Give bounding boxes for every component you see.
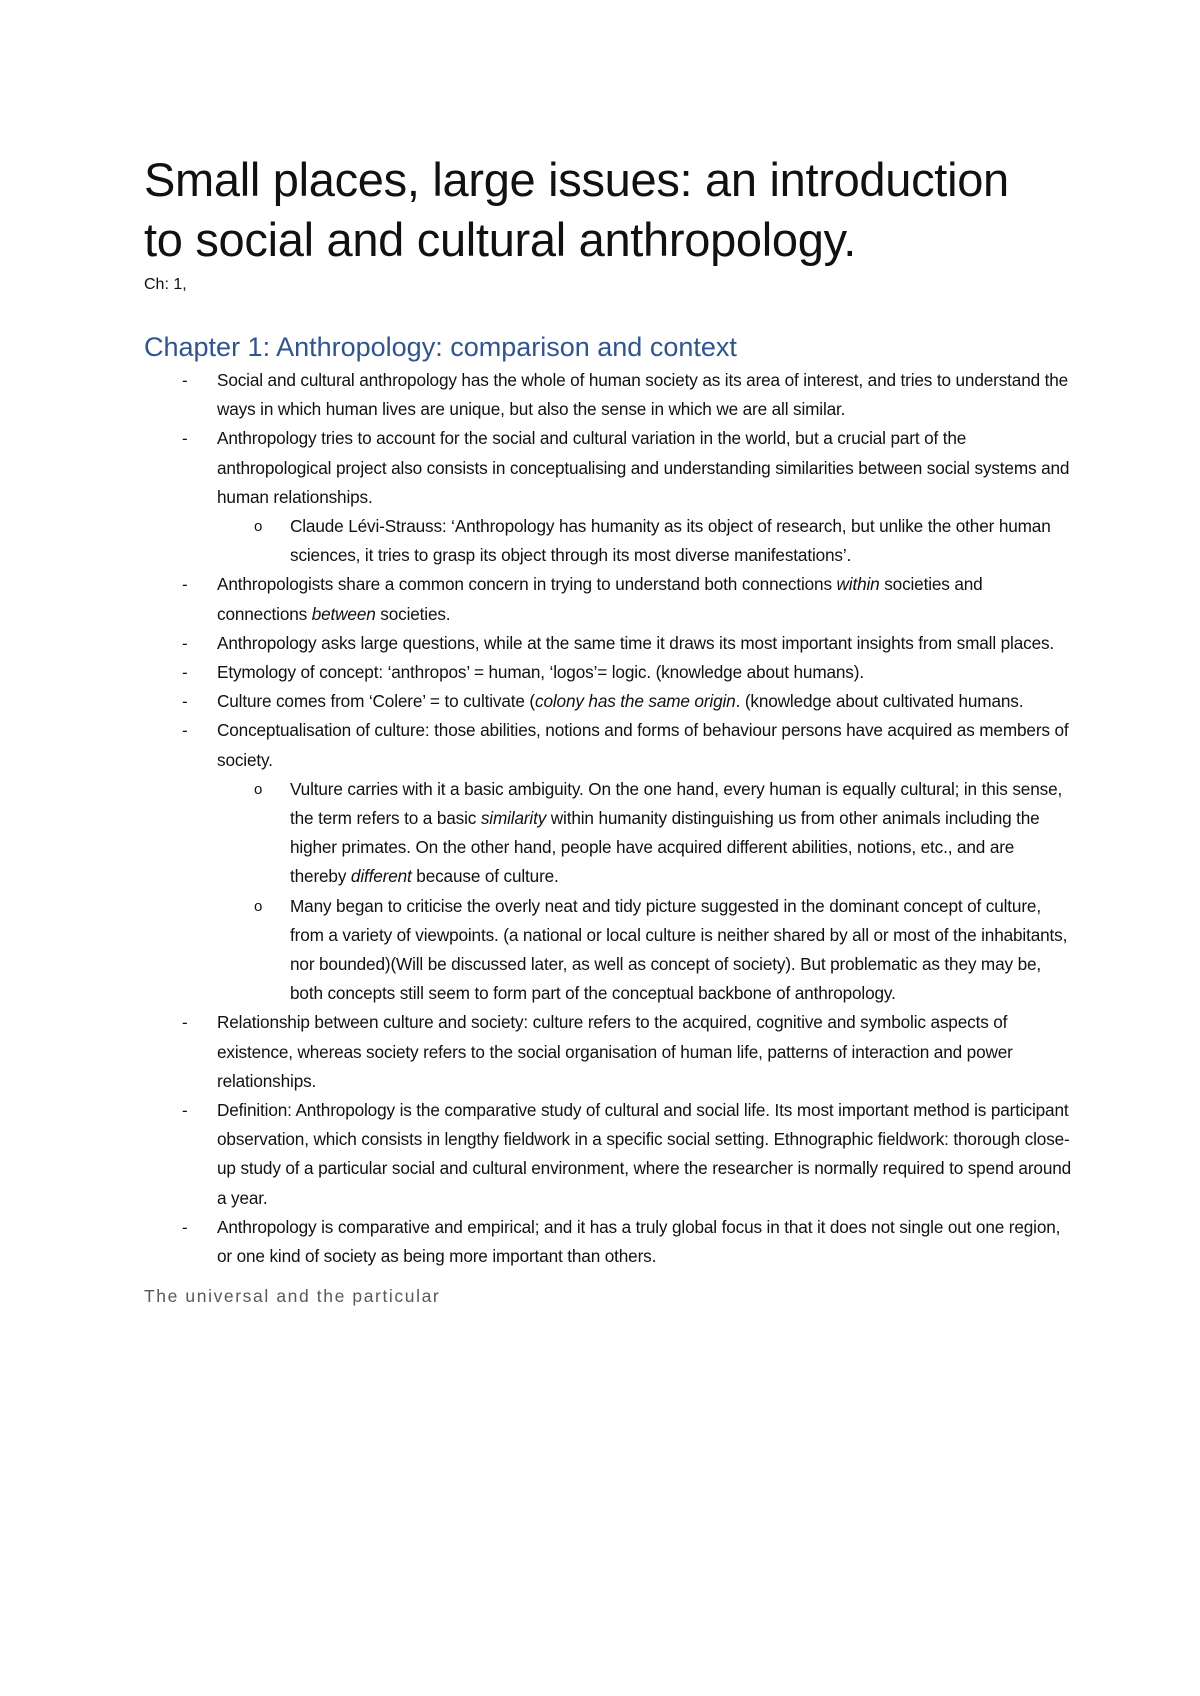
document-title [144, 150, 1074, 270]
item-text: Anthropology tries to account for the social and cultural variation in the world, but a crucial part of the anthropological project also consists in conceptualising and understanding similarities between social systems and human relationships. [217, 428, 1070, 507]
dash-bullet: - [182, 1101, 188, 1121]
list-item [144, 1096, 1074, 1213]
dash-bullet: - [182, 1217, 188, 1237]
sub-list [217, 512, 1074, 570]
dash-bullet: - [182, 663, 188, 683]
item-text: Anthropology is comparative and empirical; and it has a truly global focus in that it does not single out one region, or one kind of society as being more important than others. [217, 1216, 1061, 1267]
dash-bullet: - [182, 429, 188, 449]
sub-list-item [144, 775, 1074, 892]
list-item [144, 366, 1074, 424]
item-text: Anthropology asks large questions, while at the same time it draws its most important insights from small places. [217, 632, 1055, 653]
sub-list-item [144, 892, 1074, 1009]
list-item [144, 570, 1074, 628]
list-item [144, 629, 1074, 658]
dash-bullet: - [182, 692, 188, 712]
sub-item-text: Many began to criticise the overly neat and tidy picture suggested in the dominant concept of culture, from a variety of viewpoints. (a national or local culture is neither shared by all or most of the inhabitants, nor bounded)(Will be discussed later, as well as concept of society). But problematic as they may be, both concepts still seem to form part of the conceptual backbone of anthropology. [290, 895, 1068, 1004]
list-item [144, 1008, 1074, 1096]
dash-bullet: - [182, 371, 188, 390]
document-content [144, 150, 1074, 1309]
item-text-part: Culture comes from ‘Colere’ = to cultivate ( [217, 691, 536, 712]
list-item [144, 687, 1074, 716]
circle-bullet: o [254, 780, 263, 798]
bullet-list [144, 366, 1074, 1271]
item-text: Etymology of concept: ‘anthropos’ = human, ‘logos’= logic. (knowledge about humans). [217, 662, 864, 683]
dash-bullet: - [182, 575, 188, 595]
sub-item-text-part: because of culture. [411, 866, 559, 887]
sub-item-text-part: Vulture carries with it a basic ambiguity. On the one hand, every human is equally cultural; in this sense, the term refers to a basic [290, 778, 1063, 829]
item-text: Definition: Anthropology is the comparative study of cultural and social life. Its most important method is participant observation, which consists in lengthy fieldwork in a specific social setting. Ethnographic fieldwork: thorough close-up study of a particular social and cultural environment, where the researcher is normally required to spend around a year. [217, 1100, 1072, 1208]
list-item [144, 1213, 1074, 1271]
item-text: Conceptualisation of culture: those abilities, notions and forms of behaviour persons have acquired as members of society. [217, 720, 1069, 770]
circle-bullet: o [254, 518, 263, 536]
item-text: Relationship between culture and society: culture refers to the acquired, cognitive and symbolic aspects of existence, whereas society refers to the social organisation of human life, patterns of interaction and power relationships. [217, 1012, 1013, 1091]
list-item [144, 716, 1074, 1008]
item-emphasis: between [311, 603, 376, 624]
item-text-part: societies. [375, 603, 451, 624]
sub-item-text-part: within humanity distinguishing us from other animals including the higher primates. On the other hand, people have acquired different abilities, notions, etc., and are thereby [290, 808, 1040, 887]
sub-item-text: Claude Lévi-Strauss: ‘Anthropology has humanity as its object of research, but unlike the other human sciences, it tries to grasp its object through its most diverse manifestations’. [290, 516, 1051, 566]
dash-bullet: - [182, 633, 188, 653]
list-item [144, 424, 1074, 570]
dash-bullet: - [182, 1013, 188, 1033]
sub-item-emphasis: similarity [480, 808, 547, 829]
section-subheading: The universal and the particular [144, 1286, 441, 1307]
item-emphasis: within [836, 574, 880, 595]
item-text-part: Anthropologists share a common concern in trying to understand both connections [217, 574, 837, 595]
sub-item-emphasis: different [350, 866, 412, 887]
title-line-2: to social and cultural anthropology. [144, 213, 857, 266]
dash-bullet: - [182, 721, 188, 741]
title-line-1: Small places, large issues: an introduction [144, 153, 1009, 206]
item-text: Social and cultural anthropology has the whole of human society as its area of interest, and tries to understand the ways in which human lives are unique, but also the sense in which we are all similar. [217, 370, 1069, 420]
item-text-part: . (knowledge about cultivated humans. [735, 691, 1024, 712]
item-emphasis: colony has the same origin [535, 691, 736, 712]
chapter-heading: Chapter 1: Anthropology: comparison and context [144, 332, 737, 362]
circle-bullet: o [254, 897, 263, 915]
sub-list [217, 775, 1074, 1009]
sub-list-item [144, 512, 1074, 570]
list-item [144, 658, 1074, 687]
chapter-reference: Ch: 1, [144, 276, 187, 293]
item-text-part: societies and connections [217, 574, 983, 624]
